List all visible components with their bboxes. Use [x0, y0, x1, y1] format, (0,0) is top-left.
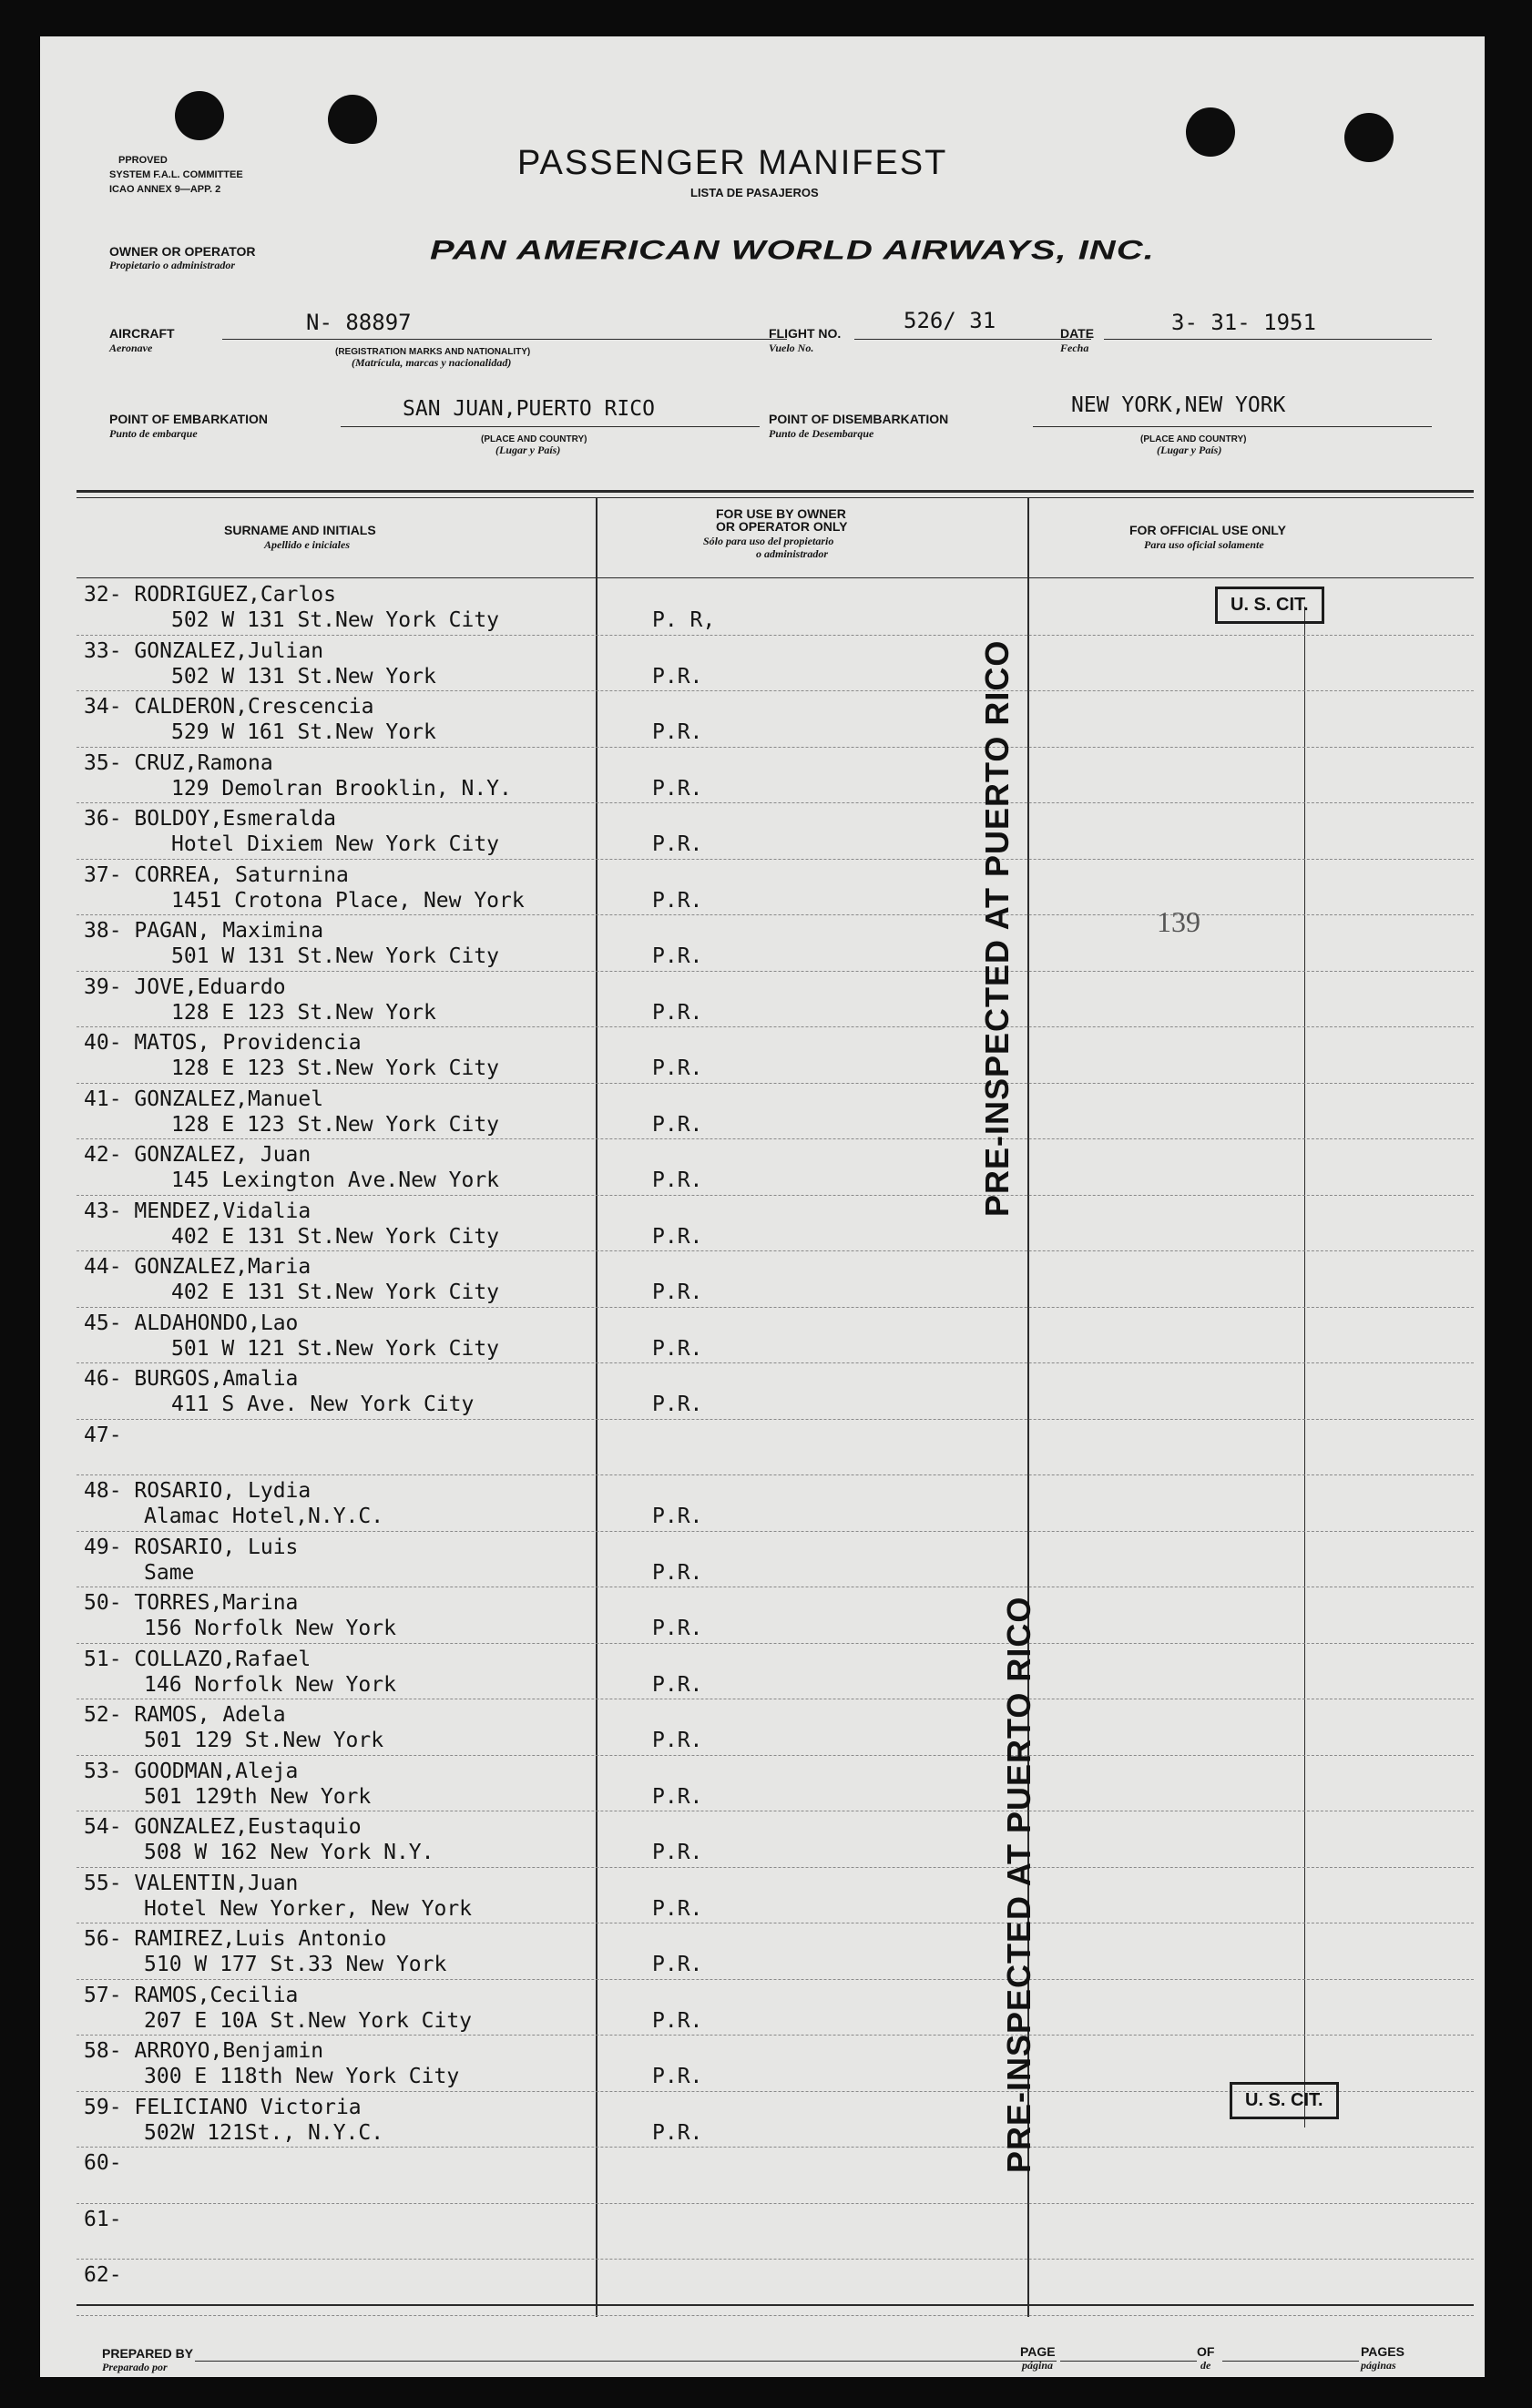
passenger-name: 39- JOVE,Eduardo [84, 974, 286, 999]
passenger-name: 33- GONZALEZ,Julian [84, 638, 324, 663]
row-separator [77, 1474, 1474, 1475]
row-separator [77, 1250, 1474, 1251]
col-header-owner-2: OR OPERATOR ONLY [716, 519, 848, 534]
row-separator [77, 914, 1474, 915]
of-label: OF [1197, 2344, 1215, 2359]
pages-label: PAGES [1361, 2344, 1404, 2359]
passenger-origin-code: P.R. [652, 1224, 703, 1249]
row-separator [77, 1083, 1474, 1084]
passenger-name: 45- ALDAHONDO,Lao [84, 1311, 299, 1335]
row-separator [77, 747, 1474, 748]
flight-label: FLIGHT NO. [769, 326, 842, 341]
row-separator [77, 802, 1474, 803]
passenger-origin-code: P.R. [652, 1393, 703, 1416]
passenger-address: 145 Lexington Ave.New York [171, 1168, 500, 1192]
row-separator [77, 2035, 1474, 2036]
row-separator [77, 1755, 1474, 1756]
passenger-origin-code: P.R. [652, 1336, 703, 1361]
row-separator [77, 2259, 1474, 2260]
passenger-name: 43- MENDEZ,Vidalia [84, 1199, 312, 1223]
aircraft-value: N- 88897 [306, 310, 412, 335]
passenger-name: 50- TORRES,Marina [84, 1591, 299, 1615]
row-separator [77, 859, 1474, 860]
passenger-address: 1451 Crotona Place, New York [171, 888, 525, 913]
passenger-name: 49- ROSARIO, Luis [84, 1535, 299, 1559]
passenger-origin-code: P.R. [652, 776, 703, 801]
passenger-name: 47- [84, 1423, 122, 1447]
passenger-name: 48- ROSARIO, Lydia [84, 1479, 312, 1503]
page-label-es: página [1022, 2359, 1054, 2372]
manifest-sheet [40, 36, 1485, 2377]
passenger-address: 156 Norfolk New York [144, 1617, 396, 1640]
passenger-origin-code: P.R. [652, 2065, 703, 2088]
col-header-official-es: Para uso oficial solamente [1144, 538, 1264, 551]
row-separator [77, 1026, 1474, 1027]
aircraft-note: (REGISTRATION MARKS AND NATIONALITY) [335, 347, 531, 357]
passenger-address: 128 E 123 St.New York [171, 1000, 436, 1025]
passenger-origin-code: P.R. [652, 1281, 703, 1304]
passenger-name: 44- GONZALEZ,Maria [84, 1255, 312, 1279]
disembark-label-es: Punto de Desembarque [769, 427, 874, 440]
passenger-name: 56- RAMIREZ,Luis Antonio [84, 1927, 387, 1951]
row-separator [77, 2203, 1474, 2204]
passenger-address: 502W 121St., N.Y.C. [144, 2120, 384, 2145]
col-header-surname: SURNAME AND INITIALS [224, 523, 376, 537]
col-header-owner-es-1: Sólo para uso del propietario [703, 535, 834, 547]
row-separator [77, 1643, 1474, 1644]
prepared-by-label-es: Preparado por [102, 2361, 168, 2373]
passenger-name: 37- CORREA, Saturnina [84, 862, 349, 887]
passenger-name: 52- RAMOS, Adela [84, 1703, 286, 1727]
passenger-name: 42- GONZALEZ, Juan [84, 1143, 312, 1167]
prepared-by-label: PREPARED BY [102, 2346, 194, 2361]
passenger-address: 501 W 121 St.New York City [171, 1336, 500, 1361]
punch-hole [1344, 113, 1394, 162]
passenger-name: 36- BOLDOY,Esmeralda [84, 807, 336, 831]
approval-line-2: SYSTEM F.A.L. COMMITTEE [109, 169, 243, 180]
col-header-owner-es-2: o administrador [756, 547, 829, 560]
passenger-name: 59- FELICIANO Victoria [84, 2095, 362, 2119]
us-cit-stamp-bottom: U. S. CIT. [1230, 2082, 1339, 2119]
passenger-name: 32- RODRIGUEZ,Carlos [84, 583, 336, 607]
passenger-origin-code: P.R. [652, 1672, 703, 1697]
row-separator [77, 1419, 1474, 1420]
owner-value: PAN AMERICAN WORLD AIRWAYS, INC. [430, 235, 1155, 265]
date-label: DATE [1060, 326, 1095, 341]
passenger-name: 53- GOODMAN,Aleja [84, 1759, 299, 1783]
aircraft-label-es: Aeronave [109, 342, 153, 354]
us-cit-stamp-top: U. S. CIT. [1215, 587, 1324, 624]
passenger-origin-code: P.R. [652, 2008, 703, 2033]
passenger-origin-code: P.R. [652, 1560, 703, 1585]
passenger-origin-code: P.R. [652, 1168, 703, 1192]
passenger-origin-code: P.R. [652, 1000, 703, 1025]
embark-label-es: Punto de embarque [109, 427, 198, 440]
passenger-address: 402 E 131 St.New York City [171, 1224, 500, 1249]
embark-label: POINT OF EMBARKATION [109, 412, 268, 426]
disembark-value: NEW YORK,NEW YORK [1071, 393, 1286, 417]
row-separator [77, 1195, 1474, 1196]
passenger-origin-code: P.R. [652, 664, 703, 689]
flight-value: 526/ 31 [904, 308, 996, 333]
pages-label-es: páginas [1361, 2359, 1396, 2372]
official-number: 139 [1157, 905, 1200, 938]
flight-label-es: Vuelo No. [769, 342, 814, 354]
owner-label: OWNER OR OPERATOR [109, 244, 256, 259]
embark-place-note-es: (Lugar y País) [495, 444, 561, 456]
passenger-address: 502 W 131 St.New York City [171, 608, 500, 632]
punch-hole [328, 95, 377, 144]
passenger-address: 502 W 131 St.New York [171, 664, 436, 689]
approval-line-1: PPROVED [118, 155, 168, 166]
row-separator [77, 1307, 1474, 1308]
row-separator [77, 1867, 1474, 1868]
embark-value: SAN JUAN,PUERTO RICO [403, 397, 655, 421]
passenger-address: Hotel Dixiem New York City [171, 832, 500, 856]
punch-hole [1186, 107, 1235, 157]
passenger-origin-code: P.R. [652, 1841, 703, 1864]
approval-line-3: ICAO ANNEX 9—APP. 2 [109, 184, 221, 195]
passenger-address: 129 Demolran Brooklin, N.Y. [171, 776, 512, 801]
disembark-place-note: (PLACE AND COUNTRY) [1140, 434, 1247, 444]
embark-place-note: (PLACE AND COUNTRY) [481, 434, 587, 444]
passenger-address: 501 129th New York [144, 1784, 372, 1809]
row-separator [77, 1362, 1474, 1363]
passenger-origin-code: P.R. [652, 1953, 703, 1976]
passenger-name: 40- MATOS, Providencia [84, 1031, 362, 1055]
passenger-address: 402 E 131 St.New York City [171, 1281, 500, 1304]
passenger-name: 51- COLLAZO,Rafael [84, 1647, 312, 1671]
passenger-origin-code: P.R. [652, 1784, 703, 1809]
col-header-surname-es: Apellido e iniciales [264, 538, 350, 551]
passenger-origin-code: P.R. [652, 720, 703, 744]
passenger-origin-code: P.R. [652, 1056, 703, 1080]
passenger-origin-code: P.R. [652, 1896, 703, 1921]
passenger-origin-code: P.R. [652, 1617, 703, 1640]
page-label: PAGE [1020, 2344, 1056, 2359]
passenger-address: 529 W 161 St.New York [171, 720, 436, 744]
passenger-name: 34- CALDERON,Crescencia [84, 695, 374, 719]
passenger-name: 60- [84, 2151, 122, 2175]
aircraft-label: AIRCRAFT [109, 326, 175, 341]
row-separator [77, 971, 1474, 972]
passenger-origin-code: P.R. [652, 1112, 703, 1137]
punch-hole [175, 91, 224, 140]
passenger-origin-code: P.R. [652, 1729, 703, 1752]
row-separator [77, 2315, 1474, 2316]
row-separator [77, 1138, 1474, 1139]
passenger-name: 38- PAGAN, Maximina [84, 919, 324, 943]
disembark-label: POINT OF DISEMBARKATION [769, 412, 949, 426]
row-separator [77, 2147, 1474, 2148]
pre-inspected-stamp-1: PRE-INSPECTED AT PUERTO RICO [978, 639, 1016, 1217]
passenger-origin-code: P. R, [652, 608, 716, 632]
date-value: 3- 31- 1951 [1171, 310, 1316, 335]
passenger-address: 207 E 10A St.New York City [144, 2008, 473, 2033]
passenger-address: 510 W 177 St.33 New York [144, 1953, 447, 1976]
aircraft-note-es: (Matrícula, marcas y nacionalidad) [352, 356, 512, 369]
passenger-name: 57- RAMOS,Cecilia [84, 1983, 299, 2007]
passenger-name: 61- [84, 2207, 122, 2231]
pre-inspected-stamp-2: PRE-INSPECTED AT PUERTO RICO [1000, 1596, 1037, 2173]
passenger-origin-code: P.R. [652, 888, 703, 913]
of-label-es: de [1200, 2359, 1211, 2372]
passenger-address: 501 129 St.New York [144, 1729, 384, 1752]
row-separator [77, 1979, 1474, 1980]
page-subtitle: LISTA DE PASAJEROS [690, 186, 819, 199]
owner-label-es: Propietario o administrador [109, 259, 236, 271]
passenger-address: 300 E 118th New York City [144, 2065, 460, 2088]
disembark-place-note-es: (Lugar y País) [1157, 444, 1222, 456]
date-label-es: Fecha [1060, 342, 1089, 354]
passenger-address: 146 Norfolk New York [144, 1672, 396, 1697]
passenger-name: 54- GONZALEZ,Eustaquio [84, 1815, 362, 1839]
passenger-name: 41- GONZALEZ,Manuel [84, 1087, 324, 1111]
passenger-name: 35- CRUZ,Ramona [84, 750, 273, 775]
passenger-address: 508 W 162 New York N.Y. [144, 1841, 434, 1864]
page-title: PASSENGER MANIFEST [517, 144, 948, 182]
passenger-address: 411 S Ave. New York City [171, 1393, 475, 1416]
passenger-address: 128 E 123 St.New York City [171, 1056, 500, 1080]
row-separator [77, 635, 1474, 636]
passenger-address: Alamac Hotel,N.Y.C. [144, 1505, 384, 1528]
passenger-name: 46- BURGOS,Amalia [84, 1367, 299, 1391]
passenger-name: 58- ARROYO,Benjamin [84, 2039, 324, 2063]
row-separator [77, 1531, 1474, 1532]
passenger-address: Same [144, 1560, 195, 1585]
passenger-name: 55- VALENTIN,Juan [84, 1871, 299, 1895]
passenger-origin-code: P.R. [652, 832, 703, 856]
passenger-address: Hotel New Yorker, New York [144, 1896, 473, 1921]
passenger-address: 128 E 123 St.New York City [171, 1112, 500, 1137]
passenger-origin-code: P.R. [652, 1505, 703, 1528]
col-header-official: FOR OFFICIAL USE ONLY [1129, 523, 1286, 537]
passenger-origin-code: P.R. [652, 2120, 703, 2145]
col-header-owner-1: FOR USE BY OWNER [716, 506, 846, 521]
passenger-address: 501 W 131 St.New York City [171, 944, 500, 968]
passenger-origin-code: P.R. [652, 944, 703, 968]
row-separator [77, 690, 1474, 691]
passenger-name: 62- [84, 2263, 122, 2287]
